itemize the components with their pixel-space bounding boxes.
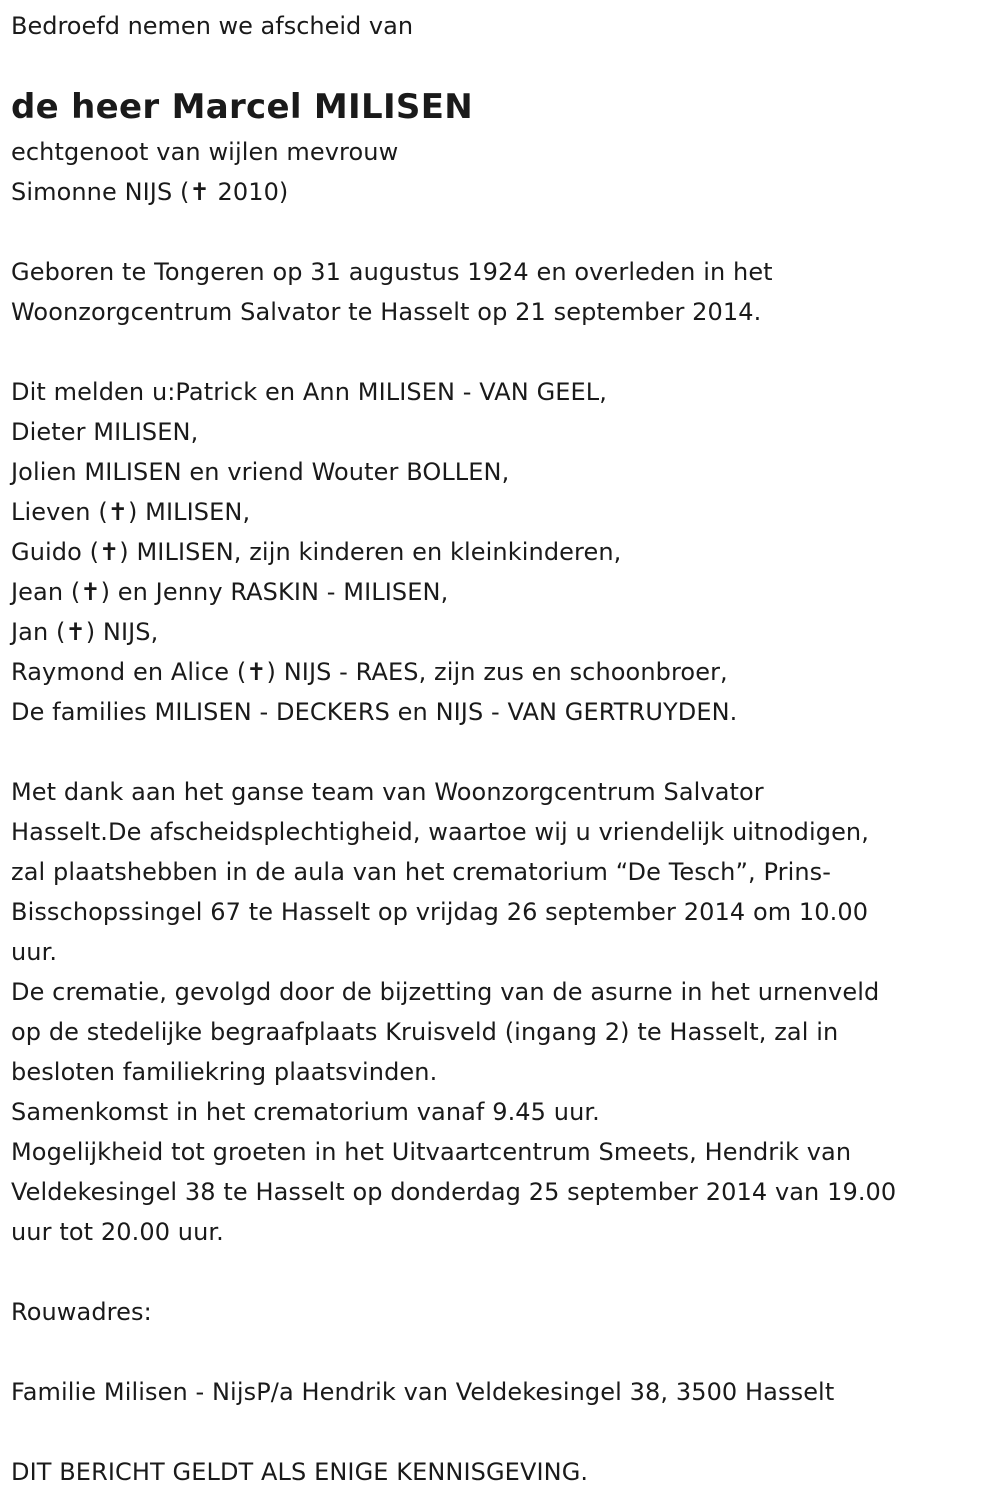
- deceased-name: de heer Marcel MILISEN: [11, 87, 473, 127]
- spacer: [11, 332, 1000, 372]
- ceremony-line: Samenkomst in het crematorium vanaf 9.45 uur.: [11, 1098, 600, 1126]
- announcer-line: Guido (✝) MILISEN, zijn kinderen en kleinkinderen,: [11, 538, 622, 566]
- intro-text: Bedroefd nemen we afscheid van: [11, 12, 414, 40]
- announcer-line: Lieven (✝) MILISEN,: [11, 498, 251, 526]
- spacer: [11, 1252, 1000, 1292]
- ceremony-line: uur.: [11, 938, 58, 966]
- announcer-line: Jolien MILISEN en vriend Wouter BOLLEN,: [11, 458, 510, 486]
- announcer-line: Dieter MILISEN,: [11, 418, 199, 446]
- ceremony-line: zal plaatshebben in de aula van het crematorium “De Tesch”, Prins-: [11, 858, 832, 886]
- spouse-line-2: Simonne NIJS (✝ 2010): [11, 178, 289, 206]
- address-label: Rouwadres:: [11, 1298, 152, 1326]
- ceremony-line: Met dank aan het ganse team van Woonzorgcentrum Salvator: [11, 778, 764, 806]
- spacer: [11, 732, 1000, 772]
- ceremony-line: De crematie, gevolgd door de bijzetting van de asurne in het urnenveld: [11, 978, 880, 1006]
- birth-death-line: Geboren te Tongeren op 31 augustus 1924 en overleden in het: [11, 258, 773, 286]
- address-value: Familie Milisen - NijsP/a Hendrik van Veldekesingel 38, 3500 Hasselt: [11, 1378, 835, 1406]
- announcer-line: Jan (✝) NIJS,: [11, 618, 159, 646]
- footer-notice: DIT BERICHT GELDT ALS ENIGE KENNISGEVING.: [11, 1458, 589, 1486]
- ceremony-line: Bisschopssingel 67 te Hasselt op vrijdag 26 september 2014 om 10.00: [11, 898, 869, 926]
- announcer-line: De families MILISEN - DECKERS en NIJS - VAN GERTRUYDEN.: [11, 698, 738, 726]
- spouse-line-1: echtgenoot van wijlen mevrouw: [11, 138, 399, 166]
- ceremony-line: Mogelijkheid tot groeten in het Uitvaartcentrum Smeets, Hendrik van: [11, 1138, 852, 1166]
- ceremony-line: besloten familiekring plaatsvinden.: [11, 1058, 438, 1086]
- spacer: [11, 1412, 1000, 1452]
- announcer-line: Dit melden u:Patrick en Ann MILISEN - VAN GEEL,: [11, 378, 607, 406]
- spacer: [11, 1332, 1000, 1372]
- spacer: [11, 212, 1000, 252]
- ceremony-line: uur tot 20.00 uur.: [11, 1218, 224, 1246]
- ceremony-line: Hasselt.De afscheidsplechtigheid, waartoe wij u vriendelijk uitnodigen,: [11, 818, 869, 846]
- announcer-line: Jean (✝) en Jenny RASKIN - MILISEN,: [11, 578, 449, 606]
- birth-death-line: Woonzorgcentrum Salvator te Hasselt op 21 september 2014.: [11, 298, 762, 326]
- ceremony-line: op de stedelijke begraafplaats Kruisveld (ingang 2) te Hasselt, zal in: [11, 1018, 839, 1046]
- announcer-line: Raymond en Alice (✝) NIJS - RAES, zijn zus en schoonbroer,: [11, 658, 728, 686]
- ceremony-line: Veldekesingel 38 te Hasselt op donderdag 25 september 2014 van 19.00: [11, 1178, 897, 1206]
